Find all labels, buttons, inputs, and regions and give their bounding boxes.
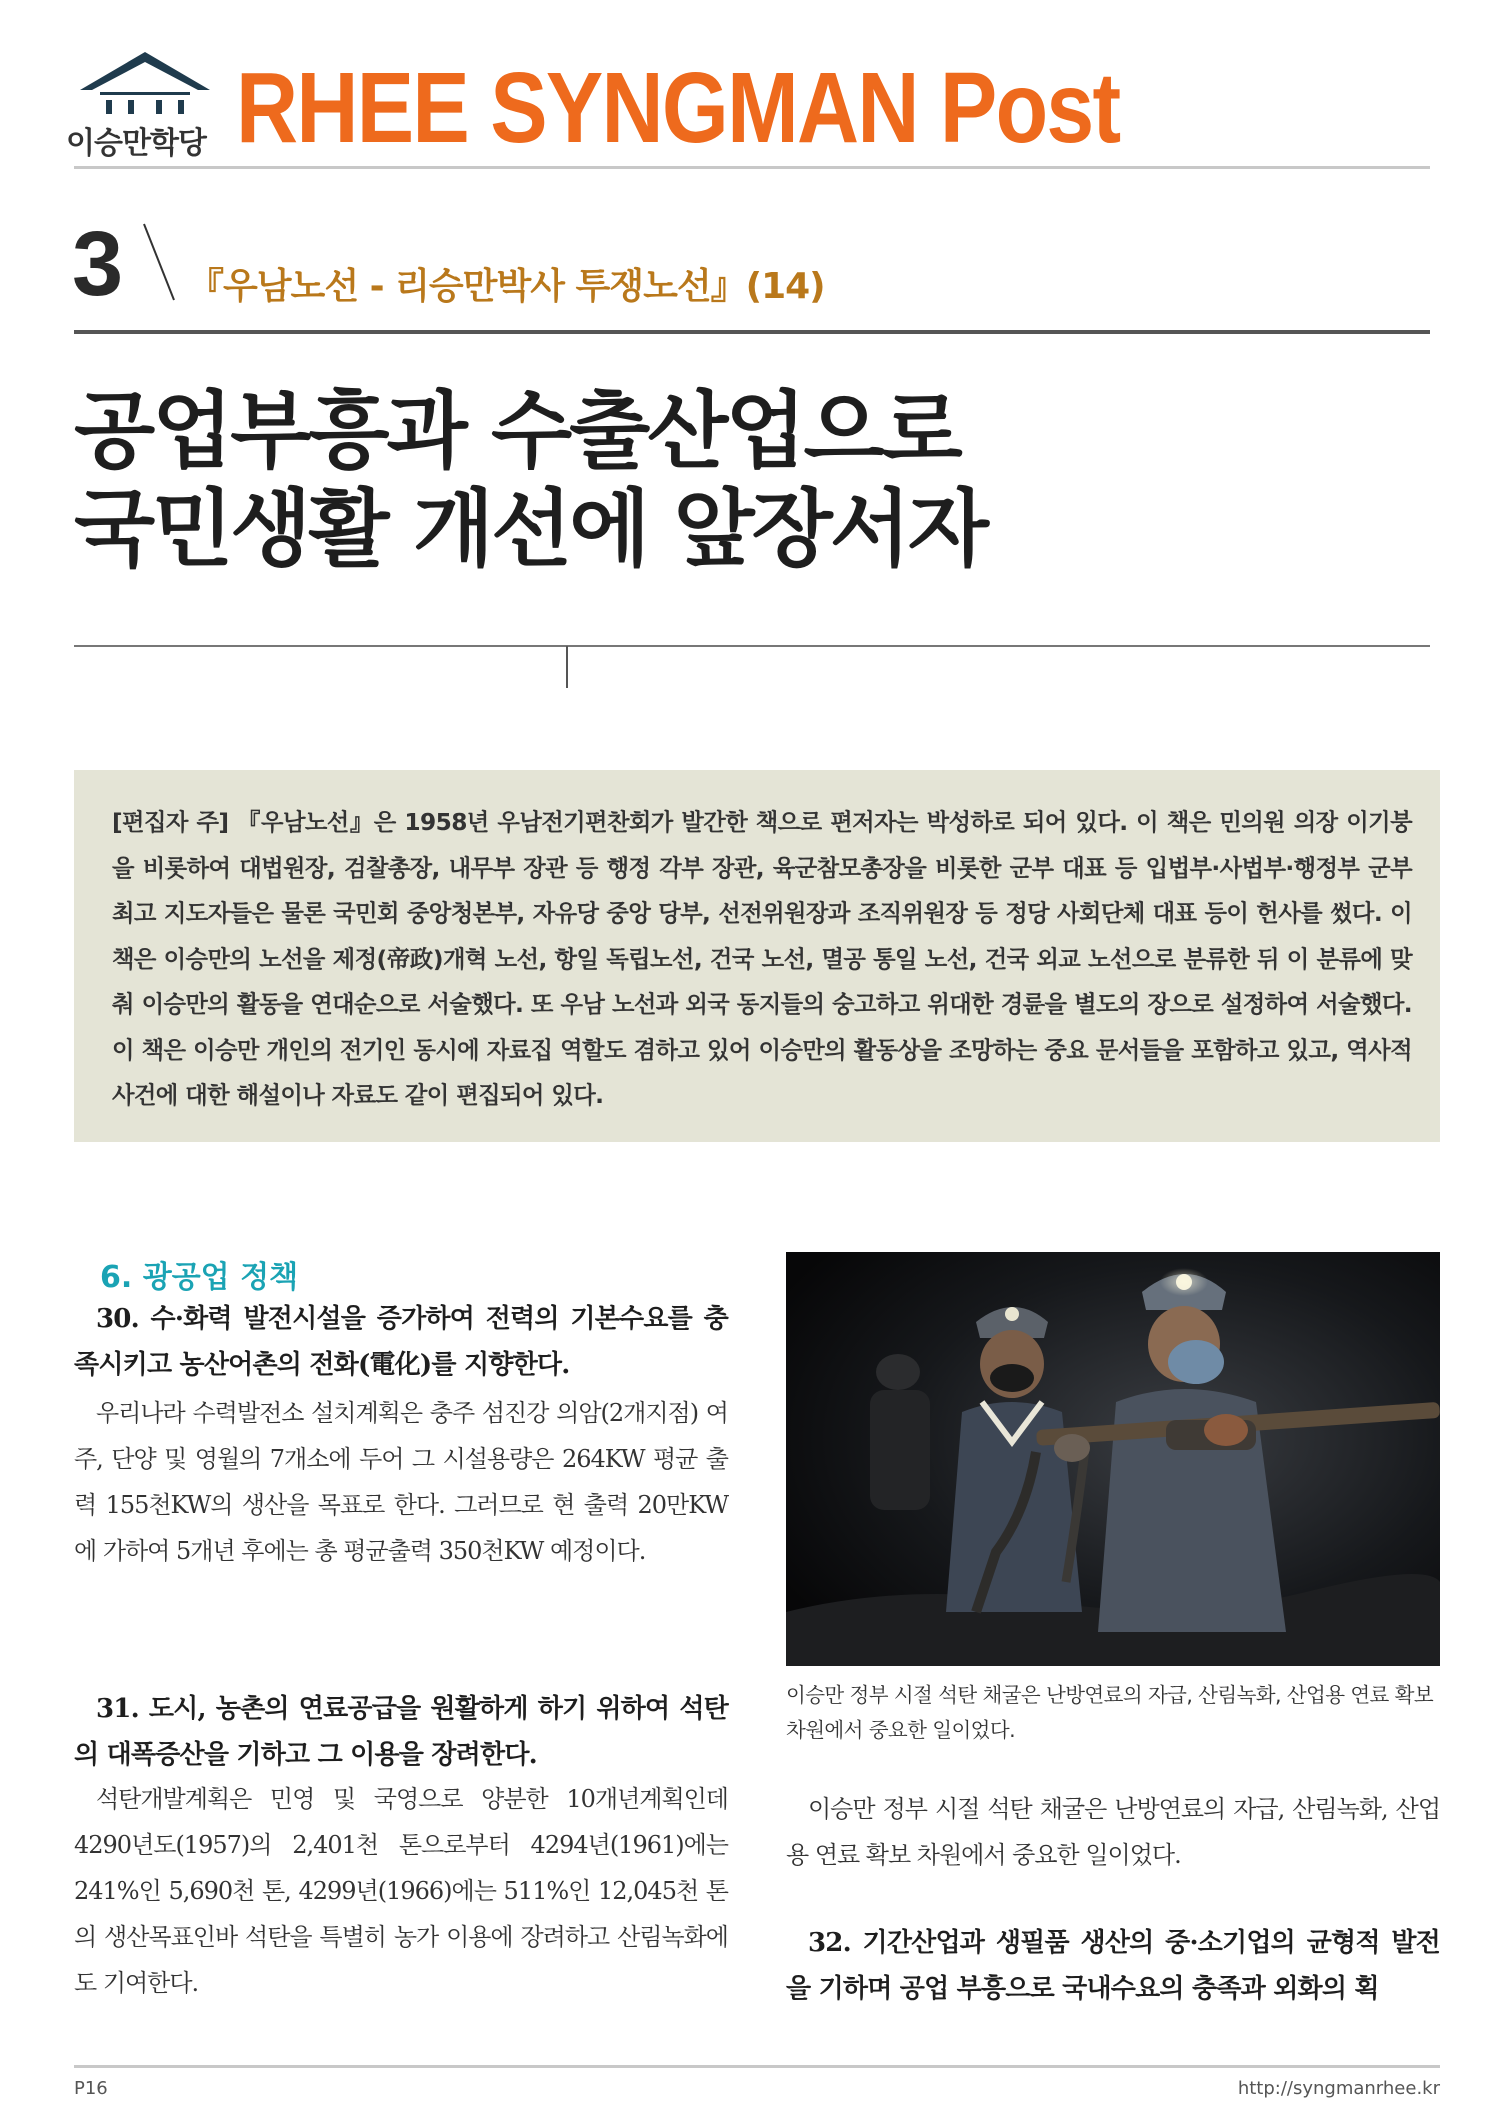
masthead-divider (74, 166, 1430, 169)
footer-divider (74, 2065, 1440, 2068)
editor-note-text: [편집자 주] 『우남노선』은 1958년 우남전기편찬회가 발간한 책으로 편저자는 박성하로 되어 있다. 이 책은 민의원 의장 이기붕을 비롯하여 대법원장, 검찰총장, 내무부 장관 등 행정 각부 장관, 육군참모총장을 비롯한 군부 대표 등 입법부·사법부·행정부 군부 최고 지도자들은 물론 국민회 중앙청본부, 자유당 중앙 당부, 선전위원장과 조직위원장 등 정당 사회단체 대표 등이 헌사를 썼다. 이 책은 이승만의 노선을 제정(帝政)개혁 노선, 항일 독립노선, 건국 노선, 멸공 통일 노선, 건국 외교 노선으로 분류한 뒤 이 분류에 맞춰 이승만의 활동을 연대순으로 서술했다. 또 우남 노선과 외국 동지들의 숭고하고 위대한 경륜을 별도의 장으로 설정하여 서술했다. 이 책은 이승만 개인의 전기인 동시에 자료집 역할도 겸하고 있어 이승만의 활동상을 조망하는 중요 문서들을 포함하고 있고, 역사적 사건에 대한 해설이나 자료도 같이 편집되어 있다. (112, 809, 1412, 1109)
item-31-body: 석탄개발계획은 민영 및 국영으로 양분한 10개년계획인데 4290년도(1957)의 2,401천 톤으로부터 4294년(1961)에는 241%인 5,690천 톤, 4299년(1966)에는 511%인 12,045천 톤의 생산목표인바 석탄을 특별히 농가 이용에 장려하고 산림녹화에도 기여한다. (74, 1785, 728, 1997)
headline-tick-mark (566, 646, 568, 688)
item-30-body: 우리나라 수력발전소 설치계획은 충주 섬진강 의암(2개지점) 여주, 단양 및 영월의 7개소에 두어 그 시설용량은 264KW 평균 출력 155천KW의 생산을 목표로 한다. 그러므로 현 출력 20만KW에 가하여 5개년 후에는 총 평균출력 350천KW 예정이다. (74, 1399, 728, 1565)
headline-divider (74, 645, 1430, 647)
page-number: P16 (74, 2078, 108, 2099)
photo-caption: 이승만 정부 시절 석탄 채굴은 난방연료의 자급, 산림녹화, 산업용 연료 확보 차원에서 중요한 일이었다. (786, 1683, 1434, 1742)
item-30-heading: 30. 수·화력 발전시설을 증가하여 전력의 기본수요를 충족시키고 농산어촌의 전화(電化)를 지향한다. (74, 1304, 728, 1380)
section-slash-decoration (140, 222, 180, 302)
section-title: 『우남노선 - 리승만박사 투쟁노선』(14) (188, 266, 825, 307)
coal-miners-illustration (786, 1252, 1440, 1666)
item-32-heading: 32. 기간산업과 생필품 생산의 중·소기업의 균형적 발전을 기하며 공업 부흥으로 국내수요의 충족과 외화의 획 (786, 1928, 1440, 2004)
headline-line-2: 국민생활 개선에 앞장서자 (74, 480, 987, 578)
right-column-body: 이승만 정부 시절 석탄 채굴은 난방연료의 자급, 산림녹화, 산업용 연료 확보 차원에서 중요한 일이었다. (786, 1795, 1440, 1869)
logo-text: 이승만학당 (66, 126, 206, 161)
section-divider (74, 330, 1430, 334)
headline-line-1: 공업부흥과 수출산업으로 (74, 382, 960, 480)
sub-heading: 6. 광공업 정책 (100, 1260, 299, 1295)
masthead-title: RHEE SYNGMAN Post (236, 52, 1120, 164)
headline (74, 382, 1374, 578)
coal-miners-photo (786, 1252, 1440, 1666)
item-31-heading: 31. 도시, 농촌의 연료공급을 원활하게 하기 위하여 석탄의 대폭증산을 기하고 그 이용을 장려한다. (74, 1694, 728, 1770)
section-number: 3 (72, 213, 124, 315)
footer-url: http://syngmanrhee.kr (1237, 2078, 1440, 2099)
